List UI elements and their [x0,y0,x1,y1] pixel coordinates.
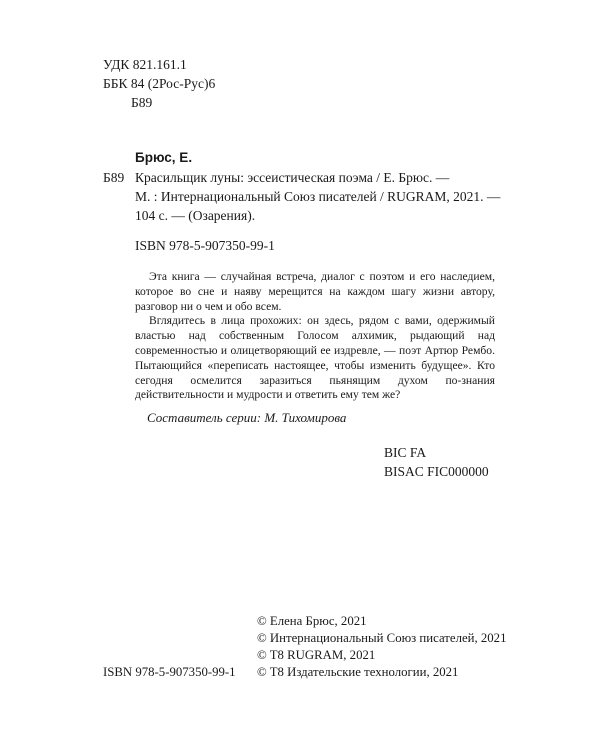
entry-imprint-line: М. : Интернациональный Союз писателей / RUGRAM, 2021. — [135,189,501,204]
copyright-line: © T8 RUGRAM, 2021 [257,648,376,662]
entry-pages-line: 104 с. — (Озарения). [135,208,256,223]
author-mark: Б89 [131,95,153,110]
abstract [135,270,495,403]
entry-isbn: ISBN 978-5-907350-99-1 [135,238,275,253]
series-compiler: Составитель серии: М. Тихомирова [147,410,347,425]
entry-title-line: Красильщик луны: эссеистическая поэма / Е. Брюс. — [135,170,450,185]
footer-isbn: ISBN 978-5-907350-99-1 [103,665,236,679]
bbk-code: ББК 84 (2Рос-Рус)6 [103,76,216,91]
entry-author-mark: Б89 [103,170,125,185]
entry-author: Брюс, Е. [135,150,193,165]
copyright-line: © Интернациональный Союз писателей, 2021 [257,631,507,645]
bic-code: BIC FA [384,445,427,460]
copyright-line: © T8 Издательские технологии, 2021 [257,665,459,679]
abstract-paragraph: Эта книга — случайная встреча, диалог с поэтом и его наследием, которое во сне и наяву мерещится на каждом шагу жизни автору, разговор ни о чем и обо всем. [135,270,495,313]
bisac-code: BISAC FIC000000 [384,464,489,479]
abstract-paragraph: Вглядитесь в лица прохожих: он здесь, рядом с вами, одержимый властью над собственным Голосом алхимик, рыдающий над современностью и олицетворяющий ее издревле, — поэт Артюр Рембо. Пытающийся «переписать настоящее, чтобы изменить будущее». Кто сегодня осмелится заразиться пьянящим духом по-знания действительности и мудрости и ответить ему тем же? [135,314,495,402]
udk-code: УДК 821.161.1 [103,57,187,72]
copyright-line: © Елена Брюс, 2021 [257,614,367,628]
